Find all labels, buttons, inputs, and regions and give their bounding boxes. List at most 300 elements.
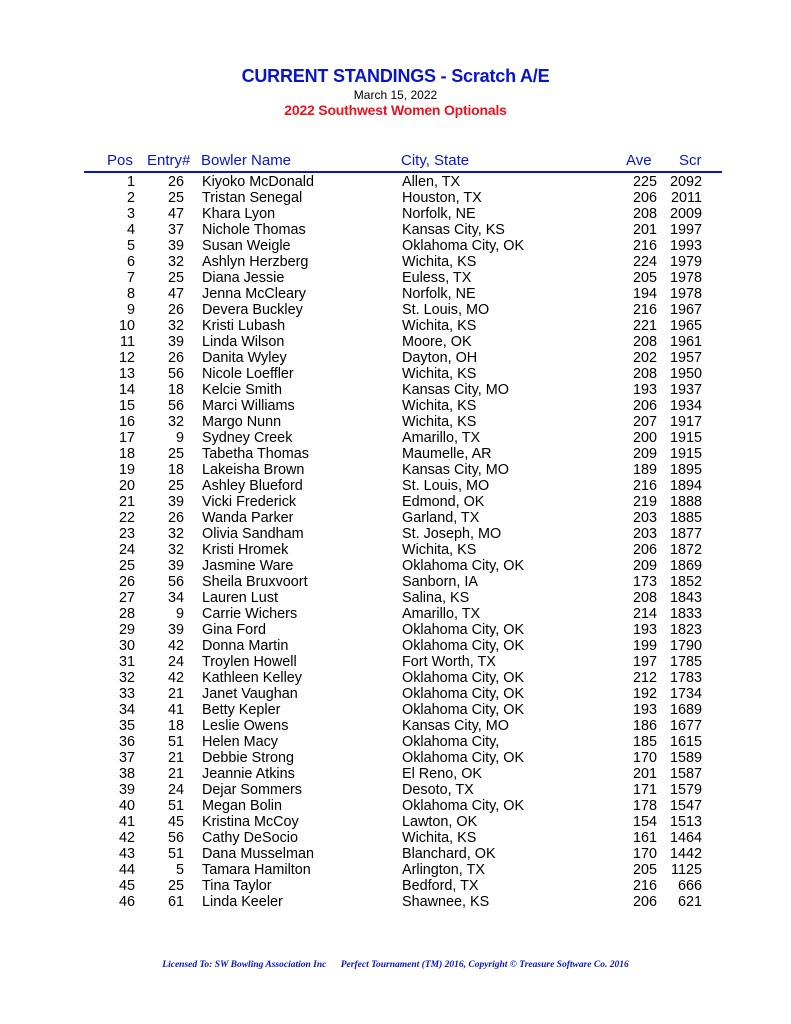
column-header-ave: Ave bbox=[626, 152, 652, 169]
row-bowler-name: Tristan Senegal bbox=[202, 190, 303, 206]
row-entry: 9 bbox=[175, 430, 184, 446]
row-scratch-score: 1888 bbox=[669, 494, 702, 510]
row-scratch-score: 1877 bbox=[669, 526, 702, 542]
row-average: 199 bbox=[632, 638, 657, 654]
table-row bbox=[0, 174, 791, 190]
row-pos: 2 bbox=[126, 190, 135, 206]
row-bowler-name: Kristina McCoy bbox=[202, 814, 299, 830]
row-scratch-score: 1934 bbox=[669, 398, 702, 414]
table-row bbox=[0, 686, 791, 702]
row-bowler-name: Gina Ford bbox=[202, 622, 266, 638]
row-pos: 4 bbox=[126, 222, 135, 238]
row-average: 154 bbox=[632, 814, 657, 830]
row-bowler-name: Margo Nunn bbox=[202, 414, 282, 430]
table-row bbox=[0, 798, 791, 814]
row-scratch-score: 1965 bbox=[669, 318, 702, 334]
row-average: 208 bbox=[632, 590, 657, 606]
row-scratch-score: 1961 bbox=[669, 334, 702, 350]
table-row bbox=[0, 302, 791, 318]
row-city-state: St. Joseph, MO bbox=[402, 526, 502, 542]
row-pos: 23 bbox=[118, 526, 135, 542]
row-average: 200 bbox=[632, 430, 657, 446]
row-bowler-name: Carrie Wichers bbox=[202, 606, 298, 622]
row-pos: 28 bbox=[118, 606, 135, 622]
table-row bbox=[0, 542, 791, 558]
header-divider bbox=[84, 171, 722, 173]
row-pos: 37 bbox=[118, 750, 135, 766]
table-row bbox=[0, 478, 791, 494]
row-scratch-score: 1790 bbox=[669, 638, 702, 654]
row-scratch-score: 1937 bbox=[669, 382, 702, 398]
row-city-state: Fort Worth, TX bbox=[402, 654, 496, 670]
table-row bbox=[0, 462, 791, 478]
row-pos: 15 bbox=[118, 398, 135, 414]
row-city-state: Desoto, TX bbox=[402, 782, 474, 798]
row-bowler-name: Ashley Blueford bbox=[202, 478, 303, 494]
table-row bbox=[0, 638, 791, 654]
table-row bbox=[0, 750, 791, 766]
row-city-state: Wichita, KS bbox=[402, 366, 477, 382]
license-text: Licensed To: SW Bowling Association Inc bbox=[162, 960, 327, 970]
row-average: 216 bbox=[632, 878, 657, 894]
row-entry: 24 bbox=[167, 654, 184, 670]
row-entry: 39 bbox=[167, 494, 184, 510]
row-pos: 9 bbox=[126, 302, 135, 318]
row-entry: 61 bbox=[167, 894, 184, 910]
row-city-state: Moore, OK bbox=[402, 334, 472, 350]
row-city-state: Amarillo, TX bbox=[402, 606, 481, 622]
row-pos: 13 bbox=[118, 366, 135, 382]
row-pos: 43 bbox=[118, 846, 135, 862]
row-pos: 17 bbox=[118, 430, 135, 446]
row-scratch-score: 1587 bbox=[669, 766, 702, 782]
row-city-state: Allen, TX bbox=[402, 174, 461, 190]
column-header-pos: Pos bbox=[107, 152, 133, 169]
row-city-state: Kansas City, KS bbox=[402, 222, 505, 238]
row-city-state: Lawton, OK bbox=[402, 814, 478, 830]
row-city-state: Kansas City, MO bbox=[402, 382, 509, 398]
row-city-state: Arlington, TX bbox=[402, 862, 485, 878]
row-entry: 18 bbox=[167, 382, 184, 398]
table-row bbox=[0, 702, 791, 718]
table-row bbox=[0, 206, 791, 222]
row-average: 206 bbox=[632, 190, 657, 206]
row-entry: 51 bbox=[167, 798, 184, 814]
row-bowler-name: Danita Wyley bbox=[202, 350, 287, 366]
row-city-state: Dayton, OH bbox=[402, 350, 478, 366]
event-name: 2022 Southwest Women Optionals bbox=[284, 102, 507, 118]
row-average: 185 bbox=[632, 734, 657, 750]
row-average: 206 bbox=[632, 398, 657, 414]
row-scratch-score: 1997 bbox=[669, 222, 702, 238]
row-city-state: Salina, KS bbox=[402, 590, 470, 606]
table-row bbox=[0, 782, 791, 798]
row-bowler-name: Diana Jessie bbox=[202, 270, 285, 286]
row-bowler-name: Susan Weigle bbox=[202, 238, 291, 254]
row-pos: 6 bbox=[126, 254, 135, 270]
row-bowler-name: Dejar Sommers bbox=[202, 782, 302, 798]
row-pos: 39 bbox=[118, 782, 135, 798]
row-bowler-name: Kiyoko McDonald bbox=[202, 174, 314, 190]
column-header-name: Bowler Name bbox=[201, 152, 292, 169]
table-row bbox=[0, 846, 791, 862]
row-scratch-score: 1589 bbox=[669, 750, 702, 766]
column-header-scr: Scr bbox=[679, 152, 702, 169]
row-city-state: Sanborn, IA bbox=[402, 574, 479, 590]
row-city-state: Norfolk, NE bbox=[402, 286, 476, 302]
row-scratch-score: 1885 bbox=[669, 510, 702, 526]
row-pos: 30 bbox=[118, 638, 135, 654]
row-bowler-name: Ashlyn Herzberg bbox=[202, 254, 309, 270]
row-entry: 37 bbox=[167, 222, 184, 238]
row-pos: 21 bbox=[118, 494, 135, 510]
row-average: 192 bbox=[632, 686, 657, 702]
row-bowler-name: Vicki Frederick bbox=[202, 494, 297, 510]
row-city-state: Oklahoma City, OK bbox=[402, 670, 525, 686]
table-row bbox=[0, 382, 791, 398]
table-row bbox=[0, 238, 791, 254]
row-entry: 25 bbox=[167, 190, 184, 206]
row-city-state: El Reno, OK bbox=[402, 766, 482, 782]
row-entry: 51 bbox=[167, 846, 184, 862]
page-title: CURRENT STANDINGS - Scratch A/E bbox=[241, 66, 550, 86]
row-city-state: Wichita, KS bbox=[402, 254, 477, 270]
table-row bbox=[0, 270, 791, 286]
row-scratch-score: 1785 bbox=[669, 654, 702, 670]
row-scratch-score: 1442 bbox=[669, 846, 702, 862]
row-bowler-name: Kristi Lubash bbox=[202, 318, 286, 334]
row-pos: 11 bbox=[120, 334, 135, 350]
row-bowler-name: Tabetha Thomas bbox=[202, 446, 309, 462]
row-scratch-score: 666 bbox=[677, 878, 702, 894]
table-row bbox=[0, 510, 791, 526]
row-bowler-name: Helen Macy bbox=[202, 734, 278, 750]
row-average: 193 bbox=[632, 382, 657, 398]
row-city-state: Shawnee, KS bbox=[402, 894, 490, 910]
row-scratch-score: 1872 bbox=[669, 542, 702, 558]
table-row bbox=[0, 606, 791, 622]
row-entry: 34 bbox=[167, 590, 184, 606]
row-average: 201 bbox=[632, 222, 657, 238]
row-city-state: Oklahoma City, OK bbox=[402, 558, 525, 574]
row-city-state: Oklahoma City, bbox=[402, 734, 500, 750]
row-pos: 27 bbox=[118, 590, 135, 606]
row-city-state: Oklahoma City, OK bbox=[402, 750, 525, 766]
row-bowler-name: Leslie Owens bbox=[202, 718, 289, 734]
row-entry: 5 bbox=[175, 862, 184, 878]
row-average: 171 bbox=[632, 782, 657, 798]
row-scratch-score: 1464 bbox=[669, 830, 702, 846]
row-entry: 47 bbox=[167, 206, 184, 222]
row-bowler-name: Troylen Howell bbox=[202, 654, 297, 670]
table-row bbox=[0, 398, 791, 414]
table-row bbox=[0, 430, 791, 446]
row-pos: 5 bbox=[126, 238, 135, 254]
row-average: 212 bbox=[632, 670, 657, 686]
row-pos: 34 bbox=[118, 702, 135, 718]
row-pos: 26 bbox=[118, 574, 135, 590]
row-bowler-name: Kathleen Kelley bbox=[202, 670, 303, 686]
row-scratch-score: 1783 bbox=[669, 670, 702, 686]
row-entry: 32 bbox=[167, 414, 184, 430]
table-row bbox=[0, 222, 791, 238]
row-entry: 26 bbox=[167, 350, 184, 366]
row-average: 208 bbox=[632, 366, 657, 382]
row-city-state: Wichita, KS bbox=[402, 398, 477, 414]
table-row bbox=[0, 878, 791, 894]
row-average: 221 bbox=[632, 318, 657, 334]
row-entry: 18 bbox=[167, 462, 184, 478]
row-average: 203 bbox=[632, 510, 657, 526]
row-city-state: Edmond, OK bbox=[402, 494, 485, 510]
row-scratch-score: 1852 bbox=[669, 574, 702, 590]
table-row bbox=[0, 590, 791, 606]
row-entry: 47 bbox=[167, 286, 184, 302]
row-entry: 21 bbox=[167, 686, 184, 702]
row-bowler-name: Tina Taylor bbox=[202, 878, 272, 894]
row-bowler-name: Olivia Sandham bbox=[202, 526, 304, 542]
row-bowler-name: Linda Keeler bbox=[202, 894, 283, 910]
row-bowler-name: Marci Williams bbox=[202, 398, 295, 414]
row-average: 161 bbox=[632, 830, 657, 846]
row-pos: 38 bbox=[118, 766, 135, 782]
row-pos: 25 bbox=[118, 558, 135, 574]
row-average: 209 bbox=[632, 558, 657, 574]
row-bowler-name: Kelcie Smith bbox=[202, 382, 282, 398]
row-scratch-score: 1689 bbox=[669, 702, 702, 718]
row-scratch-score: 1978 bbox=[669, 286, 702, 302]
row-pos: 19 bbox=[118, 462, 135, 478]
row-pos: 14 bbox=[118, 382, 135, 398]
row-bowler-name: Cathy DeSocio bbox=[202, 830, 298, 846]
row-bowler-name: Jenna McCleary bbox=[202, 286, 306, 302]
table-row bbox=[0, 734, 791, 750]
row-pos: 16 bbox=[118, 414, 135, 430]
row-average: 216 bbox=[632, 478, 657, 494]
row-entry: 56 bbox=[167, 830, 184, 846]
row-pos: 33 bbox=[118, 686, 135, 702]
row-average: 186 bbox=[632, 718, 657, 734]
row-average: 170 bbox=[632, 750, 657, 766]
row-average: 203 bbox=[632, 526, 657, 542]
row-bowler-name: Tamara Hamilton bbox=[202, 862, 311, 878]
row-scratch-score: 1950 bbox=[669, 366, 702, 382]
row-scratch-score: 1993 bbox=[669, 238, 702, 254]
row-entry: 25 bbox=[167, 878, 184, 894]
row-average: 194 bbox=[632, 286, 657, 302]
row-bowler-name: Janet Vaughan bbox=[202, 686, 298, 702]
row-entry: 9 bbox=[175, 606, 184, 622]
row-scratch-score: 1513 bbox=[669, 814, 702, 830]
row-scratch-score: 1957 bbox=[669, 350, 702, 366]
row-scratch-score: 1978 bbox=[669, 270, 702, 286]
table-row bbox=[0, 190, 791, 206]
row-city-state: St. Louis, MO bbox=[402, 478, 490, 494]
row-city-state: Oklahoma City, OK bbox=[402, 798, 525, 814]
row-bowler-name: Devera Buckley bbox=[202, 302, 303, 318]
row-scratch-score: 1833 bbox=[669, 606, 702, 622]
row-city-state: Oklahoma City, OK bbox=[402, 638, 525, 654]
row-entry: 32 bbox=[167, 254, 184, 270]
row-scratch-score: 1125 bbox=[671, 862, 702, 878]
row-scratch-score: 1843 bbox=[669, 590, 702, 606]
row-average: 205 bbox=[632, 270, 657, 286]
row-scratch-score: 1869 bbox=[669, 558, 702, 574]
row-pos: 24 bbox=[118, 542, 135, 558]
row-pos: 1 bbox=[126, 174, 135, 190]
row-pos: 35 bbox=[118, 718, 135, 734]
row-average: 207 bbox=[632, 414, 657, 430]
row-average: 201 bbox=[632, 766, 657, 782]
row-average: 219 bbox=[632, 494, 657, 510]
row-average: 224 bbox=[632, 254, 657, 270]
report-date: March 15, 2022 bbox=[353, 88, 438, 102]
row-bowler-name: Khara Lyon bbox=[202, 206, 276, 222]
row-entry: 26 bbox=[167, 510, 184, 526]
row-scratch-score: 2011 bbox=[671, 190, 702, 206]
row-entry: 32 bbox=[167, 526, 184, 542]
row-average: 197 bbox=[632, 654, 657, 670]
row-bowler-name: Nicole Loeffler bbox=[202, 366, 294, 382]
row-bowler-name: Sheila Bruxvoort bbox=[202, 574, 308, 590]
row-entry: 42 bbox=[167, 638, 184, 654]
table-row bbox=[0, 366, 791, 382]
row-entry: 25 bbox=[167, 478, 184, 494]
row-city-state: Norfolk, NE bbox=[402, 206, 476, 222]
table-row bbox=[0, 558, 791, 574]
row-pos: 20 bbox=[118, 478, 135, 494]
row-scratch-score: 1917 bbox=[669, 414, 702, 430]
row-scratch-score: 1734 bbox=[669, 686, 702, 702]
table-row bbox=[0, 718, 791, 734]
row-average: 206 bbox=[632, 894, 657, 910]
row-entry: 56 bbox=[167, 398, 184, 414]
row-average: 178 bbox=[632, 798, 657, 814]
row-average: 193 bbox=[632, 702, 657, 718]
row-bowler-name: Jasmine Ware bbox=[202, 558, 294, 574]
row-pos: 12 bbox=[118, 350, 135, 366]
row-scratch-score: 2009 bbox=[669, 206, 702, 222]
row-average: 206 bbox=[632, 542, 657, 558]
row-entry: 56 bbox=[167, 574, 184, 590]
row-average: 208 bbox=[632, 334, 657, 350]
row-bowler-name: Betty Kepler bbox=[202, 702, 281, 718]
row-entry: 42 bbox=[167, 670, 184, 686]
row-average: 193 bbox=[632, 622, 657, 638]
row-bowler-name: Debbie Strong bbox=[202, 750, 295, 766]
row-scratch-score: 1579 bbox=[669, 782, 702, 798]
row-pos: 10 bbox=[118, 318, 135, 334]
row-scratch-score: 1915 bbox=[669, 446, 702, 462]
row-scratch-score: 621 bbox=[677, 894, 702, 910]
row-scratch-score: 1677 bbox=[669, 718, 702, 734]
row-average: 202 bbox=[632, 350, 657, 366]
row-average: 216 bbox=[632, 238, 657, 254]
table-row bbox=[0, 350, 791, 366]
row-scratch-score: 1915 bbox=[669, 430, 702, 446]
row-pos: 8 bbox=[126, 286, 135, 302]
row-pos: 31 bbox=[118, 654, 135, 670]
row-city-state: Oklahoma City, OK bbox=[402, 686, 525, 702]
row-average: 216 bbox=[632, 302, 657, 318]
row-entry: 56 bbox=[167, 366, 184, 382]
row-bowler-name: Kristi Hromek bbox=[202, 542, 289, 558]
table-row bbox=[0, 286, 791, 302]
table-row bbox=[0, 334, 791, 350]
row-entry: 45 bbox=[167, 814, 184, 830]
row-average: 173 bbox=[632, 574, 657, 590]
standings-table bbox=[0, 174, 791, 910]
table-row bbox=[0, 766, 791, 782]
row-pos: 42 bbox=[118, 830, 135, 846]
row-bowler-name: Dana Musselman bbox=[202, 846, 314, 862]
table-row bbox=[0, 894, 791, 910]
footer bbox=[0, 960, 791, 970]
row-entry: 25 bbox=[167, 446, 184, 462]
row-average: 214 bbox=[632, 606, 657, 622]
row-pos: 46 bbox=[118, 894, 135, 910]
row-scratch-score: 2092 bbox=[669, 174, 702, 190]
row-pos: 41 bbox=[118, 814, 135, 830]
row-entry: 39 bbox=[167, 622, 184, 638]
row-pos: 22 bbox=[118, 510, 135, 526]
row-pos: 18 bbox=[118, 446, 135, 462]
row-entry: 39 bbox=[167, 558, 184, 574]
row-scratch-score: 1895 bbox=[669, 462, 702, 478]
table-row bbox=[0, 318, 791, 334]
row-bowler-name: Sydney Creek bbox=[202, 430, 293, 446]
row-city-state: Bedford, TX bbox=[402, 878, 479, 894]
row-average: 189 bbox=[632, 462, 657, 478]
row-city-state: Maumelle, AR bbox=[402, 446, 492, 462]
row-city-state: Oklahoma City, OK bbox=[402, 238, 525, 254]
row-city-state: Wichita, KS bbox=[402, 414, 477, 430]
table-row bbox=[0, 830, 791, 846]
row-city-state: Kansas City, MO bbox=[402, 462, 509, 478]
row-entry: 25 bbox=[167, 270, 184, 286]
row-entry: 32 bbox=[167, 542, 184, 558]
table-row bbox=[0, 446, 791, 462]
row-bowler-name: Linda Wilson bbox=[202, 334, 285, 350]
row-bowler-name: Megan Bolin bbox=[202, 798, 282, 814]
column-header-city: City, State bbox=[401, 152, 470, 169]
row-entry: 26 bbox=[167, 302, 184, 318]
row-pos: 32 bbox=[118, 670, 135, 686]
table-row bbox=[0, 414, 791, 430]
row-scratch-score: 1967 bbox=[669, 302, 702, 318]
row-scratch-score: 1823 bbox=[669, 622, 702, 638]
row-city-state: Wichita, KS bbox=[402, 542, 477, 558]
row-average: 170 bbox=[632, 846, 657, 862]
row-average: 208 bbox=[632, 206, 657, 222]
table-row bbox=[0, 574, 791, 590]
row-bowler-name: Donna Martin bbox=[202, 638, 289, 654]
row-entry: 41 bbox=[167, 702, 184, 718]
row-city-state: Euless, TX bbox=[402, 270, 472, 286]
row-city-state: Kansas City, MO bbox=[402, 718, 509, 734]
table-row bbox=[0, 526, 791, 542]
row-bowler-name: Jeannie Atkins bbox=[202, 766, 295, 782]
table-row bbox=[0, 814, 791, 830]
table-row bbox=[0, 862, 791, 878]
row-entry: 39 bbox=[167, 238, 184, 254]
row-entry: 32 bbox=[167, 318, 184, 334]
table-row bbox=[0, 254, 791, 270]
row-city-state: Oklahoma City, OK bbox=[402, 702, 525, 718]
row-average: 225 bbox=[632, 174, 657, 190]
row-scratch-score: 1894 bbox=[669, 478, 702, 494]
table-row bbox=[0, 622, 791, 638]
